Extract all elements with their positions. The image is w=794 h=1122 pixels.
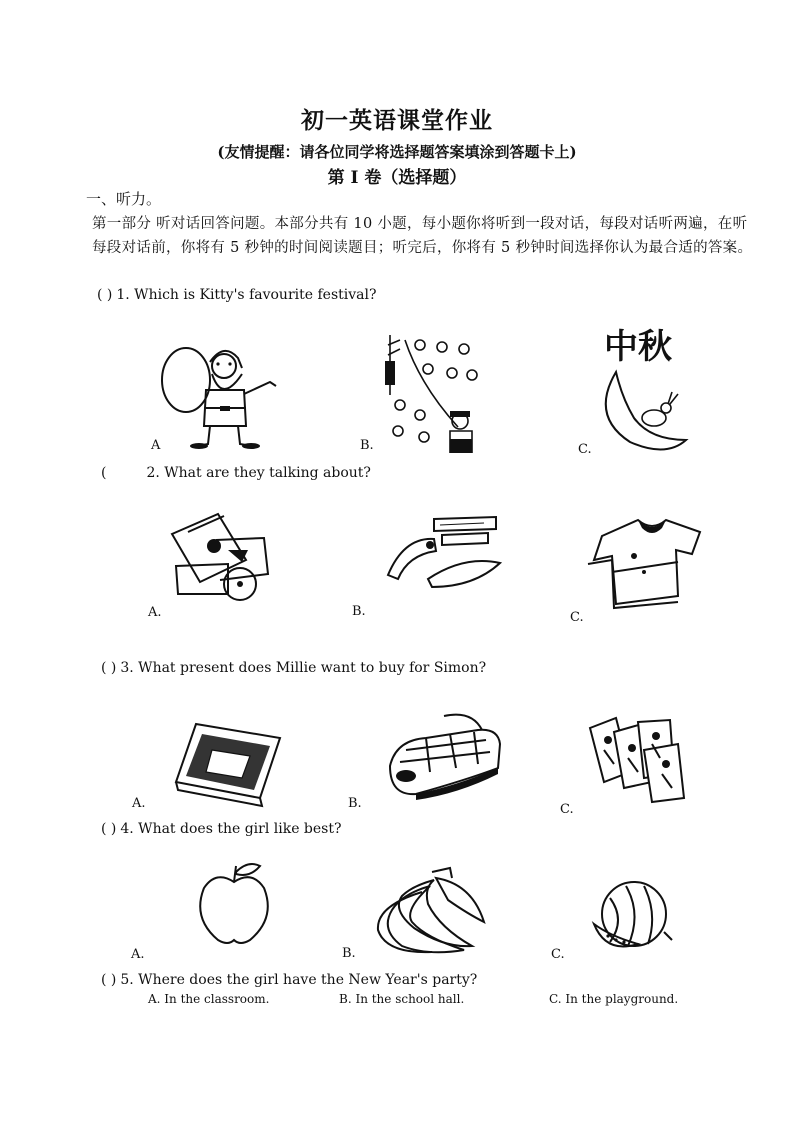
option-c-label[interactable]: C. bbox=[551, 947, 565, 962]
question-4 bbox=[101, 821, 342, 837]
question-text: 2. What are they talking about? bbox=[146, 465, 371, 481]
option-c-label[interactable]: C. bbox=[560, 802, 574, 817]
option-a-label[interactable]: A. bbox=[148, 605, 162, 620]
apple-icon bbox=[196, 860, 272, 946]
question-text: 3. What present does Millie want to buy for Simon? bbox=[120, 660, 487, 676]
option-b-label[interactable]: B. bbox=[352, 604, 366, 619]
watermelon-icon bbox=[590, 880, 676, 956]
answer-bracket[interactable]: ( bbox=[101, 465, 107, 481]
answer-bracket[interactable]: ( ) bbox=[101, 821, 117, 837]
santa-claus-icon bbox=[158, 340, 288, 450]
option-c-label[interactable]: C. bbox=[570, 610, 584, 625]
sandals-icon bbox=[386, 710, 504, 800]
answer-bracket[interactable]: ( ) bbox=[101, 972, 117, 988]
section-heading: 一、听力。 bbox=[86, 190, 162, 208]
option-a-label[interactable]: A bbox=[151, 438, 161, 453]
mid-autumn-characters: 中秋 bbox=[604, 327, 672, 367]
option-a-label[interactable]: A. bbox=[131, 947, 145, 962]
section-instruction: 第一部分 听对话回答问题。本部分共有 10 小题，每小题你将听到一段对话，每段对话听两遍，在听每段对话前，你将有 5 秒钟的时间阅读题目；听完后，你将有 5 秒钟时间选择你认为最合适的答案。 bbox=[92, 216, 753, 256]
reminder-note: (友情提醒：请各位同学将选择题答案填涂到答题卡上) bbox=[217, 143, 577, 161]
question-5 bbox=[101, 972, 477, 988]
mid-autumn-icon bbox=[586, 320, 696, 456]
answer-bracket[interactable]: ( ) bbox=[97, 287, 113, 303]
question-3 bbox=[101, 660, 486, 676]
option-a-label[interactable]: A. bbox=[132, 796, 146, 811]
book-icon bbox=[172, 720, 284, 800]
choice-b[interactable]: B. In the school hall. bbox=[339, 992, 465, 1006]
question-2 bbox=[101, 465, 371, 481]
playing-cards-icon bbox=[586, 714, 692, 804]
question-1 bbox=[97, 287, 376, 303]
page-title: 初一英语课堂作业 bbox=[301, 107, 493, 134]
choice-a[interactable]: A. In the classroom. bbox=[148, 992, 270, 1006]
volume-heading: 第 I 卷（选择题） bbox=[327, 168, 467, 188]
bananas-icon bbox=[372, 866, 488, 954]
option-b-label[interactable]: B. bbox=[360, 438, 374, 453]
option-b-label[interactable]: B. bbox=[342, 946, 356, 961]
question-text: 5. Where does the girl have the New Year's party? bbox=[120, 972, 478, 988]
books-and-cds-icon bbox=[168, 510, 278, 606]
question-text: 4. What does the girl like best? bbox=[120, 821, 342, 837]
hair-clips-icon bbox=[384, 515, 504, 599]
t-shirts-icon bbox=[582, 512, 708, 612]
choice-c[interactable]: C. In the playground. bbox=[549, 992, 679, 1006]
option-c-label[interactable]: C. bbox=[578, 442, 592, 457]
answer-bracket[interactable]: ( ) bbox=[101, 660, 117, 676]
spring-festival-icon bbox=[380, 335, 490, 453]
question-text: 1. Which is Kitty's favourite festival? bbox=[116, 287, 377, 303]
option-b-label[interactable]: B. bbox=[348, 796, 362, 811]
